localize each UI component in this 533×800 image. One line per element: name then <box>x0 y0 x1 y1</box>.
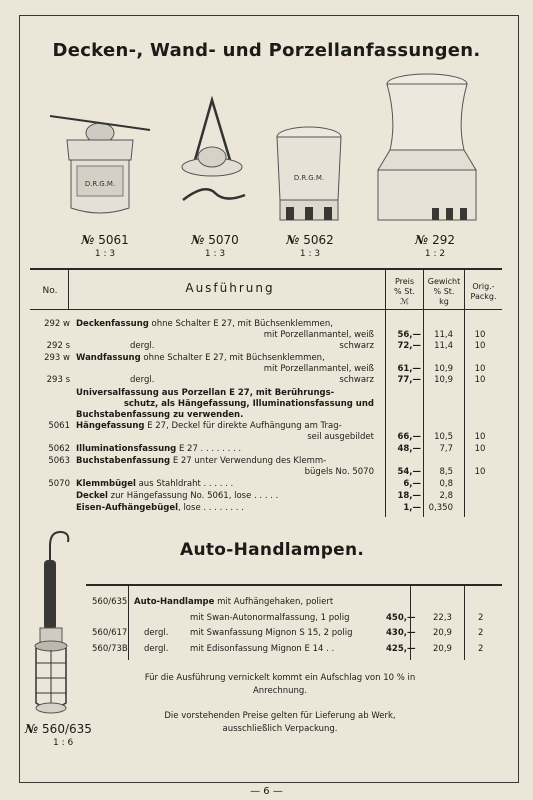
hand-lamp-illustration <box>28 528 83 718</box>
col-divider <box>128 585 129 660</box>
table-row: 293 w Wandfassung ohne Schalter E 27, mit Büchsenklemmen, <box>44 353 325 363</box>
table-row: 292 w Deckenfassung ohne Schalter E 27, mit Büchsenklemmen, <box>44 319 333 329</box>
header-orig: Orig.- Packg. <box>470 282 497 301</box>
section-title: Auto-Handlampen. <box>180 540 365 560</box>
table-row-cont: mit Porzellanmantel, weiß 61,— 10,9 10 <box>263 364 486 374</box>
product-caption: № 5061 1 : 3 <box>81 233 129 259</box>
table-rule <box>86 584 502 586</box>
fitting-5062-illustration <box>272 125 347 225</box>
table-row: Eisen-Aufhängebügel, lose . . . . . . . . 1,— 0,350 <box>76 503 453 513</box>
table-row: 5070 Klemmbügel aus Stahldraht . . . . . . 6,— 0,8 <box>48 479 453 489</box>
table-rule <box>30 268 502 270</box>
table-rule <box>30 309 502 310</box>
header-no: No. <box>42 286 58 296</box>
table-row-cont: Buchstabenfassung zu verwenden. <box>76 410 244 420</box>
table-row: 5062 Illuminationsfassung E 27 . . . . . . . . 48,— 7,7 10 <box>48 444 486 454</box>
fitting-5061-illustration <box>45 108 155 228</box>
page-number: — 6 — <box>250 786 283 797</box>
footnote-prices: Die vorstehenden Preise gelten für Lieferung ab Werk, ausschließlich Verpackung. <box>164 711 396 734</box>
table-row: Deckel zur Hängefassung No. 5061, lose . . . . . 18,— 2,8 <box>76 491 453 501</box>
table-row: 292 s dergl. schwarz 72,— 11,4 10 <box>46 341 486 351</box>
header-preis: Preis % St. ℳ <box>394 277 415 306</box>
section-title: Decken-, Wand- und Porzellanfassungen. <box>52 40 481 61</box>
col-divider <box>68 269 69 309</box>
table-row: 5063 Buchstabenfassung E 27 unter Verwendung des Klemm- <box>48 456 327 466</box>
footnote-surcharge: Für die Ausführung vernickelt kommt ein Aufschlag von 10 % in Anrechnung. <box>144 673 416 696</box>
drgm-label: D.R.G.M. <box>84 180 116 188</box>
product-caption: № 5062 1 : 3 <box>286 233 334 259</box>
product-caption: № 292 1 : 2 <box>415 233 455 259</box>
table-row-cont: schutz, als Hängefassung, Illuminationsfassung und <box>123 399 374 409</box>
lamp-caption: № 560/635 1 : 6 <box>25 722 92 748</box>
table-row-cont: seil ausgebildet 66,— 10,5 10 <box>307 432 486 442</box>
table-row-cont: mit Porzellanmantel, weiß 56,— 11,4 10 <box>263 330 486 340</box>
table-row: Universalfassung aus Porzellan E 27, mit Berührungs- <box>76 388 335 398</box>
clamp-5070-illustration <box>175 95 250 220</box>
col-divider <box>464 585 465 660</box>
product-caption: № 5070 1 : 3 <box>191 233 239 259</box>
drgm-label: D.R.G.M. <box>293 174 325 182</box>
header-gewicht: Gewicht % St. kg <box>427 277 461 306</box>
table-row: 5061 Hängefassung E 27, Deckel für direkte Aufhängung am Trag- <box>48 421 342 431</box>
fitting-292-illustration <box>372 70 482 225</box>
table-row: 293 s dergl. schwarz 77,— 10,9 10 <box>46 375 486 385</box>
table-row-cont: bügels No. 5070 54,— 8,5 10 <box>304 467 486 477</box>
header-ausfuehrung: Ausführung <box>185 281 275 295</box>
